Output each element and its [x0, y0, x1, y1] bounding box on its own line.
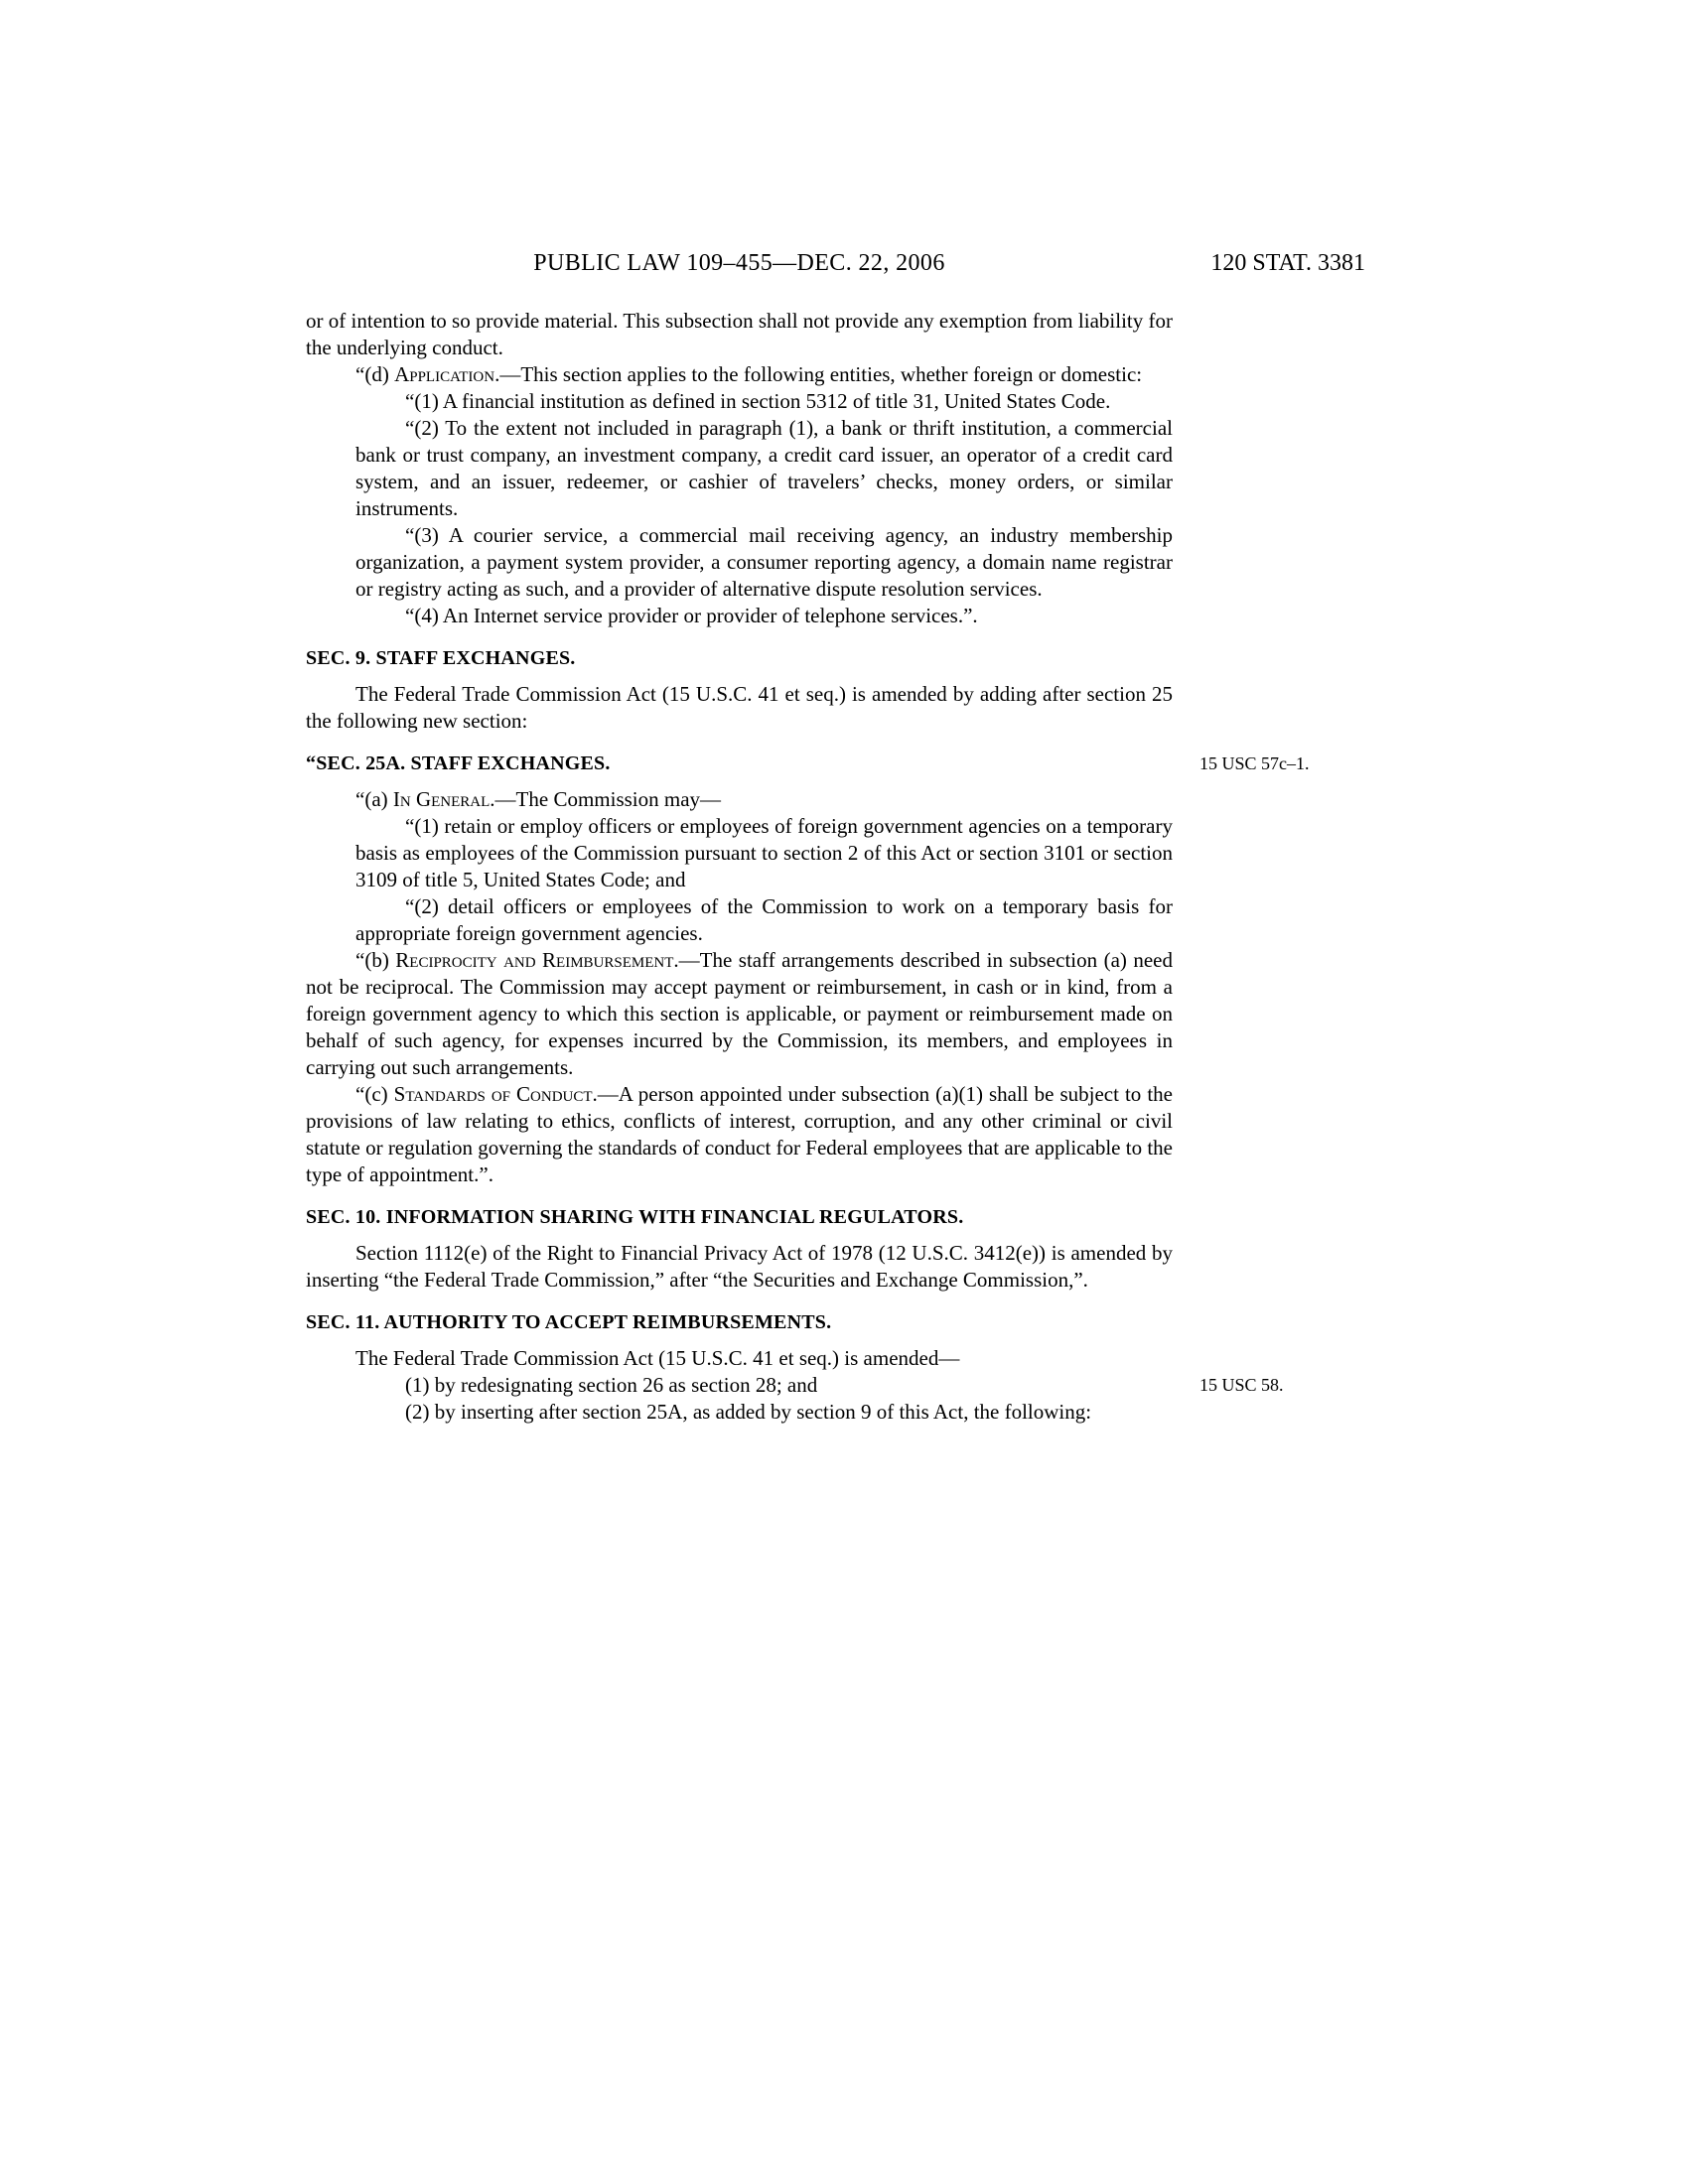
paragraph — [306, 361, 1173, 388]
paragraph — [306, 1345, 1173, 1372]
text-run: (1) by redesignating section 26 as section 28; and — [405, 1373, 818, 1397]
running-header — [306, 250, 1365, 282]
paragraph — [306, 786, 1173, 813]
section-heading — [306, 751, 1310, 776]
text-run: SEC. 11. AUTHORITY TO ACCEPT REIMBURSEMENTS. — [306, 1311, 832, 1333]
document-body — [306, 308, 1310, 1426]
text-run: “(a) — [355, 787, 393, 811]
text-run: .—The Commission may— — [490, 787, 722, 811]
paragraph — [355, 893, 1173, 947]
text-run: “SEC. 25A. STAFF EXCHANGES. — [306, 752, 611, 774]
paragraph — [355, 813, 1173, 893]
text-run: Reciprocity and Reimbursement — [395, 948, 674, 972]
paragraph — [355, 1399, 1173, 1426]
section-heading — [306, 1204, 1173, 1230]
text-run: “(1) A financial institution as defined in section 5312 of title 31, United States Code. — [405, 389, 1111, 413]
paragraph — [355, 603, 1173, 629]
paragraph — [306, 947, 1173, 1081]
stat-page-number: 120 STAT. 3381 — [1210, 250, 1365, 276]
paragraph — [306, 1081, 1173, 1188]
text-run: or of intention to so provide material. This subsection shall not provide any exemption from liability for the underlying conduct. — [306, 309, 1173, 359]
text-run: “(d) — [355, 362, 395, 386]
margin-note: 15 USC 57c–1. — [1199, 753, 1310, 773]
text-run: The Federal Trade Commission Act (15 U.S.C. 41 et seq.) is amended by adding after section 25 the following new section: — [306, 682, 1173, 733]
text-run: Standards of Conduct — [393, 1082, 593, 1106]
paragraph — [306, 681, 1173, 735]
text-run: “(3) A courier service, a commercial mail receiving agency, an industry membership organization, a payment system provider, a consumer reporting agency, a domain name registrar or registry acting as such, and a provider of alternative dispute resolution services. — [355, 523, 1173, 601]
text-run: SEC. 9. STAFF EXCHANGES. — [306, 647, 576, 669]
text-run: “(c) — [355, 1082, 394, 1106]
margin-note: 15 USC 58. — [1199, 1375, 1284, 1395]
paragraph — [355, 388, 1173, 415]
paragraph — [306, 1240, 1173, 1294]
section-heading — [306, 645, 1173, 671]
paragraph — [355, 415, 1173, 522]
text-run: SEC. 10. INFORMATION SHARING WITH FINANCIAL REGULATORS. — [306, 1206, 964, 1228]
text-run: Section 1112(e) of the Right to Financial Privacy Act of 1978 (12 U.S.C. 3412(e)) is amended by inserting “the Federal Trade Commission,” after “the Securities and Exchange Commission,”. — [306, 1241, 1173, 1292]
section-heading — [306, 1309, 1173, 1335]
text-run: (2) by inserting after section 25A, as added by section 9 of this Act, the following: — [405, 1400, 1092, 1424]
text-run: “(2) detail officers or employees of the Commission to work on a temporary basis for appropriate foreign government agencies. — [355, 894, 1173, 945]
text-run: .—The staff arrangements described in subsection (a) need not be reciprocal. The Commission may accept payment or reimbursement, in cash or in kind, from a foreign government agency to which this section is applicable, or payment or reimbursement made on behalf of such agency, for expenses incurred by the Commission, its members, and employees in carrying out such arrangements. — [306, 948, 1173, 1079]
text-run: .—A person appointed under subsection (a)(1) shall be subject to the provisions of law relating to ethics, conflicts of interest, corruption, and any other criminal or civil statute or regulation governing the standards of conduct for Federal employees that are applicable to the type of appointment.”. — [306, 1082, 1173, 1186]
text-run: “(1) retain or employ officers or employees of foreign government agencies on a temporary basis as employees of the Commission pursuant to section 2 of this Act or section 3101 or section 3109 of title 5, United States Code; and — [355, 814, 1173, 891]
text-run: In General — [392, 787, 491, 811]
law-number-heading: PUBLIC LAW 109–455—DEC. 22, 2006 — [533, 250, 945, 276]
text-run: “(b) — [355, 948, 396, 972]
text-run: “(2) To the extent not included in paragraph (1), a bank or thrift institution, a commercial bank or trust company, an investment company, a credit card issuer, an operator of a credit card system, and an issuer, redeemer, or cashier of travelers’ checks, money orders, or similar instruments. — [355, 416, 1173, 520]
text-run: The Federal Trade Commission Act (15 U.S.C. 41 et seq.) is amended— — [355, 1346, 960, 1370]
paragraph — [306, 308, 1173, 361]
paragraph — [355, 1372, 1284, 1399]
text-run: “(4) An Internet service provider or provider of telephone services.”. — [405, 604, 978, 627]
paragraph — [355, 522, 1173, 603]
text-run: Application — [394, 362, 495, 386]
text-run: .—This section applies to the following entities, whether foreign or domestic: — [494, 362, 1143, 386]
